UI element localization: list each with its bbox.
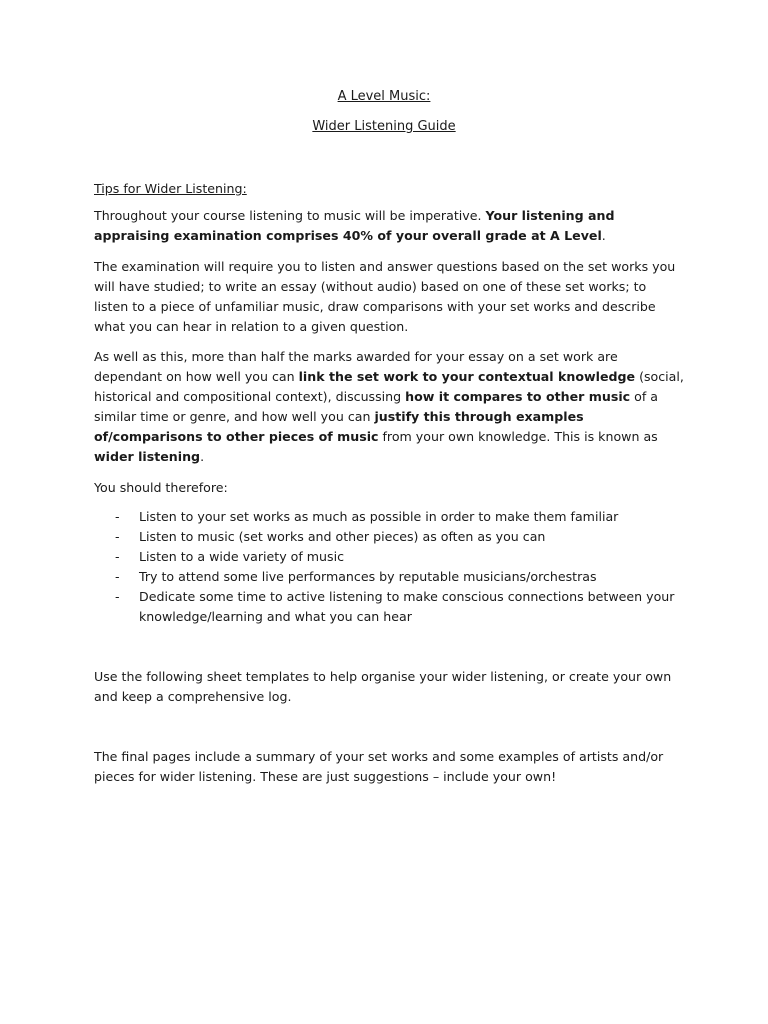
paragraph-essay-marks	[94, 347, 684, 467]
list-item-text: Listen to music (set works and other pieces) as often as you can	[139, 529, 546, 544]
paragraph-text: (social, historical and compositional context), discussing	[94, 369, 684, 404]
bullet-dash: -	[115, 589, 120, 604]
paragraph-text: from your own knowledge. This is known as	[378, 429, 658, 444]
paragraph-final-pages: The final pages include a summary of your set works and some examples of artists and/or pieces for wider listening. These are just suggestions – include your own!	[94, 749, 664, 784]
emphasis-compare-music: how it compares to other music	[405, 389, 631, 404]
paragraph-course-listening	[94, 206, 684, 246]
document-title: A Level Music:	[337, 89, 431, 104]
paragraph-templates: Use the following sheet templates to help organise your wider listening, or create your own and keep a comprehensive log.	[94, 669, 672, 704]
emphasis-wider-listening: wider listening	[94, 449, 201, 464]
paragraph-examination: The examination will require you to listen and answer questions based on the set works you will have studied; to write an essay (without audio) based on one of these set works; to listen to a piece of unfamiliar music, draw comparisons with your set works and describe what you can hear in relation to a given question.	[94, 259, 676, 334]
paragraph-text: Throughout your course listening to music will be imperative.	[94, 208, 486, 223]
emphasis-exam-weight: Your listening and appraising examination comprises 40% of your overall grade at A Level	[94, 208, 615, 243]
advice-list	[94, 507, 684, 627]
list-item-text: Try to attend some live performances by reputable musicians/orchestras	[139, 569, 597, 584]
paragraph-text: of a similar time or genre, and how well you can	[94, 389, 658, 424]
list-item	[94, 587, 684, 627]
list-item	[94, 567, 684, 587]
bullet-dash: -	[115, 529, 120, 544]
paragraph-text: .	[200, 449, 205, 464]
list-item	[94, 547, 684, 567]
list-item-text: Dedicate some time to active listening to make conscious connections between your knowledge/learning and what you can hear	[139, 589, 675, 624]
bullet-dash: -	[115, 569, 120, 584]
tips-heading: Tips for Wider Listening:	[94, 181, 247, 196]
bullet-dash: -	[115, 549, 120, 564]
emphasis-contextual-knowledge: link the set work to your contextual knowledge	[298, 369, 636, 384]
paragraph-text: As well as this, more than half the marks awarded for your essay on a set work are dependant on how well you can	[94, 349, 618, 384]
list-item-text: Listen to a wide variety of music	[139, 549, 345, 564]
bullet-dash: -	[115, 509, 120, 524]
paragraph-text: .	[601, 228, 606, 243]
list-item	[94, 527, 684, 547]
list-item	[94, 507, 684, 527]
emphasis-justify-examples: justify this through examples of/comparisons to other pieces of music	[94, 409, 584, 444]
document-subtitle: Wider Listening Guide	[312, 119, 456, 134]
paragraph-therefore: You should therefore:	[94, 480, 228, 495]
list-item-text: Listen to your set works as much as possible in order to make them familiar	[139, 509, 619, 524]
